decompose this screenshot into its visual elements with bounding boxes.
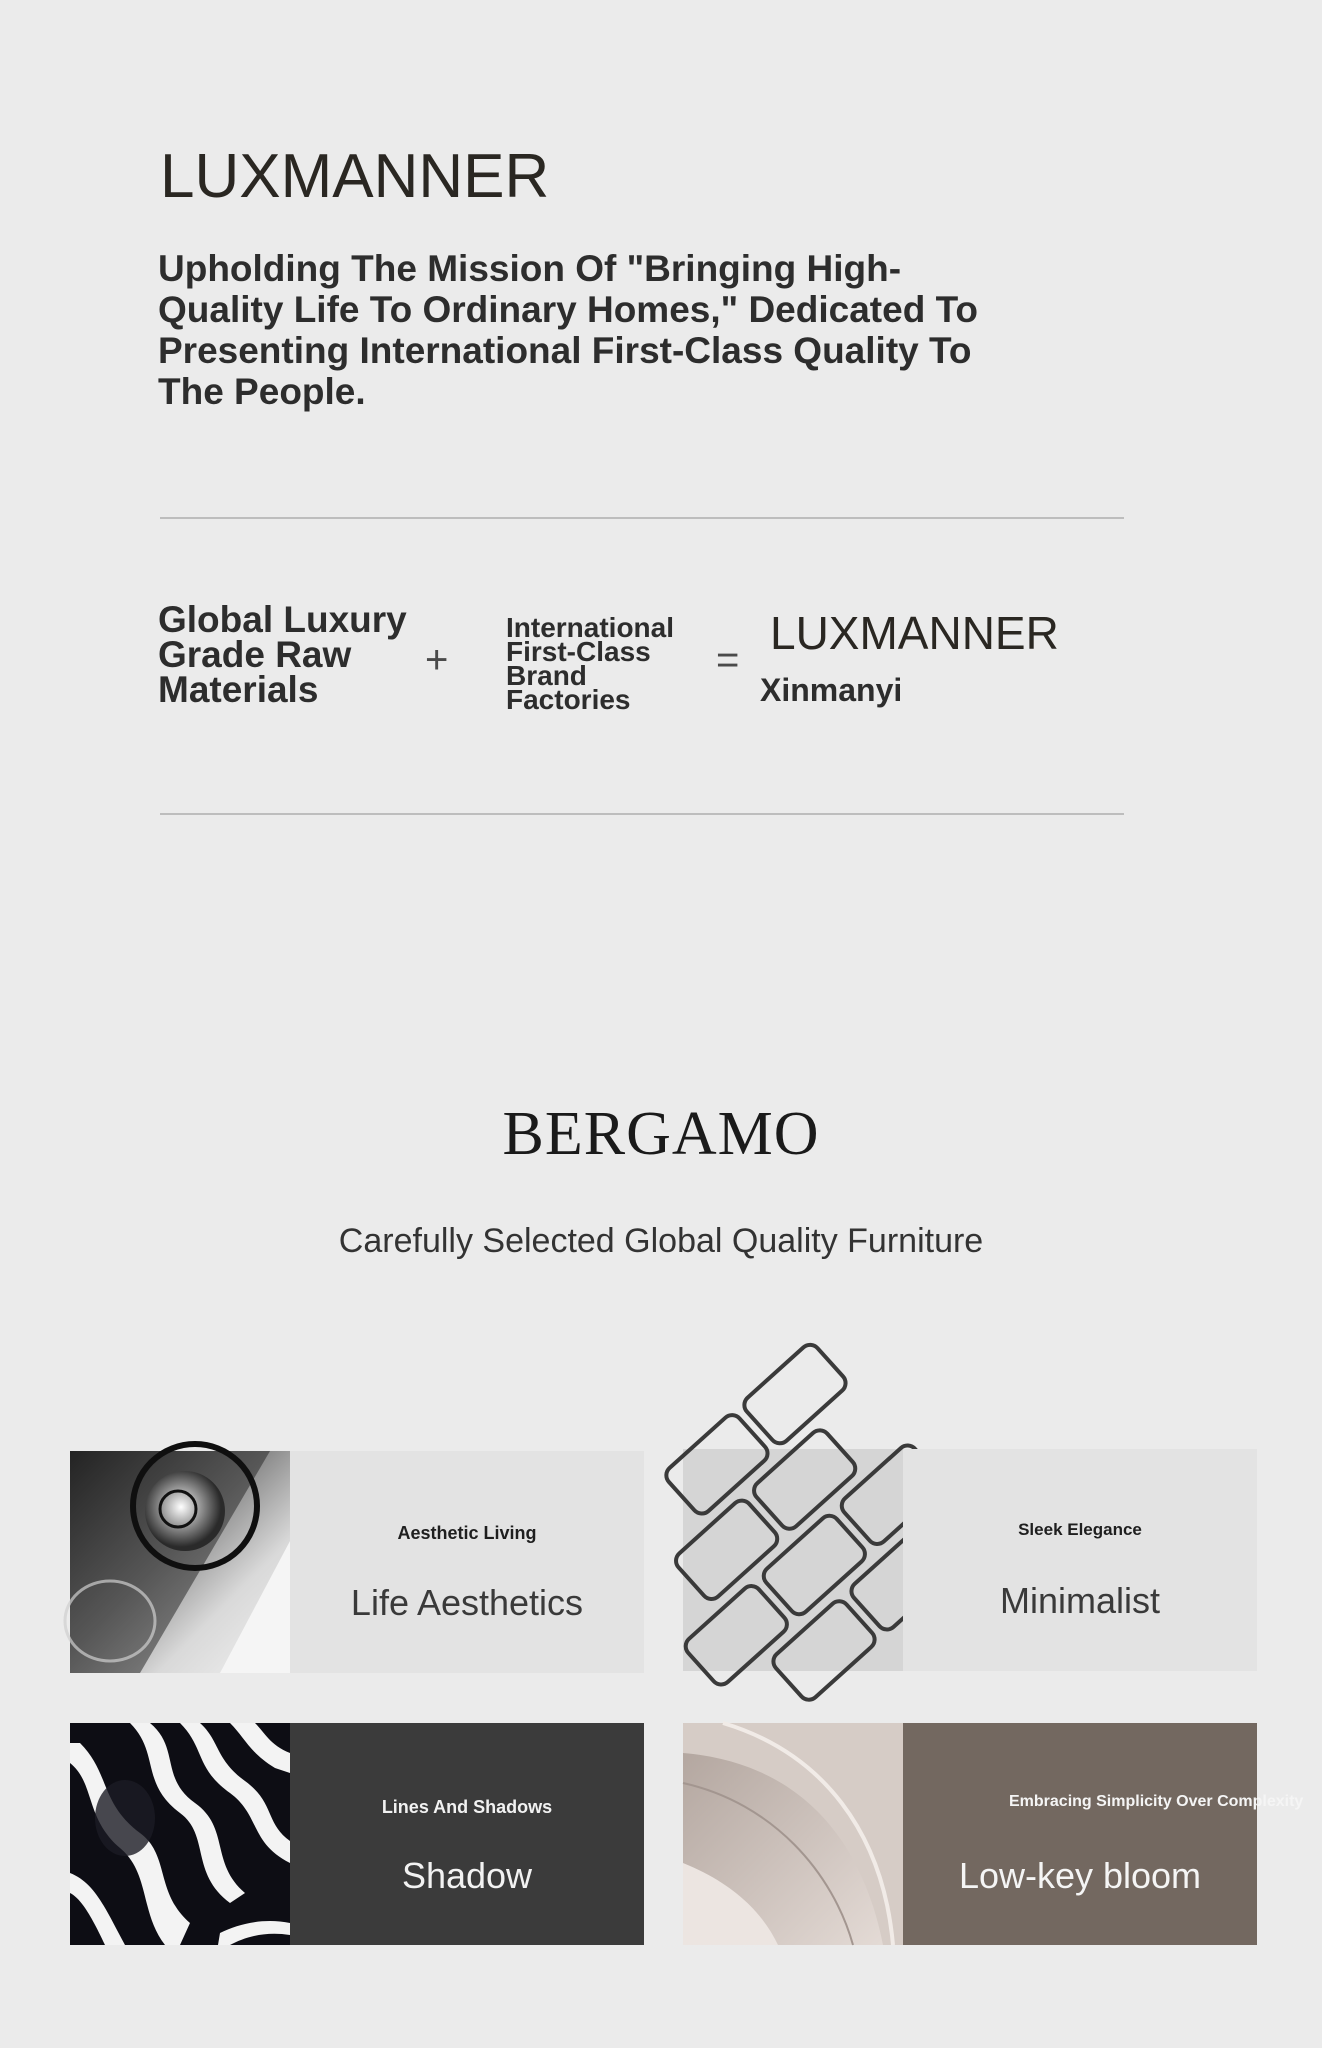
equation-factories-line4: Factories [506, 684, 631, 715]
card-panel [290, 1451, 644, 1673]
plus-sign: + [425, 638, 449, 682]
card-title: Shadow [401, 1855, 533, 1896]
equation-materials-line2: Grade Raw [158, 634, 352, 675]
card-title: Low-key bloom [958, 1855, 1202, 1896]
card-shadow[interactable] [70, 1723, 644, 1945]
glass-closeup-photo [70, 1451, 290, 1673]
card-panel [903, 1449, 1257, 1671]
zebra-shadow-photo [70, 1723, 290, 1945]
card-panel [903, 1723, 1304, 1945]
mission-statement: Upholding The Mission Of "Bringing High-Quality Life To Ordinary Homes," Dedicated To Presenting International First-Class Quality To The People. [158, 248, 979, 412]
equals-sign: = [716, 638, 740, 682]
card-eyebrow: Sleek Elegance [1018, 1520, 1142, 1539]
divider-top [160, 517, 1124, 519]
curved-panels-photo [683, 1723, 903, 1945]
card-minimalist[interactable] [683, 1449, 1257, 1671]
card-title: Minimalist [999, 1580, 1160, 1621]
card-eyebrow: Embracing Simplicity Over Complexity [1009, 1793, 1304, 1810]
equation-materials [158, 599, 418, 710]
section-tagline: Carefully Selected Global Quality Furniture [338, 1222, 984, 1260]
section-brand: BERGAMO [502, 1100, 820, 1168]
tiles-line-drawing [683, 1449, 903, 1671]
equation-factories [506, 612, 706, 715]
equation-result-subtitle: Xinmanyi [760, 672, 903, 708]
card-eyebrow: Lines And Shadows [381, 1797, 553, 1817]
card-low-key-bloom[interactable] [683, 1723, 1304, 1945]
equation-materials-line3: Materials [158, 669, 319, 710]
equation-result-brand: LUXMANNER [770, 607, 1059, 659]
equation-factories-line1: International [506, 612, 675, 643]
card-life-aesthetics[interactable] [70, 1451, 644, 1673]
card-title: Life Aesthetics [350, 1582, 584, 1623]
equation-factories-line3: Brand [506, 660, 587, 691]
card-panel [290, 1723, 644, 1945]
brand-logo: LUXMANNER [160, 142, 550, 211]
divider-bottom [160, 813, 1124, 815]
card-eyebrow: Aesthetic Living [397, 1523, 537, 1543]
equation-factories-line2: First-Class [506, 636, 651, 667]
equation-materials-line1: Global Luxury [158, 599, 407, 640]
